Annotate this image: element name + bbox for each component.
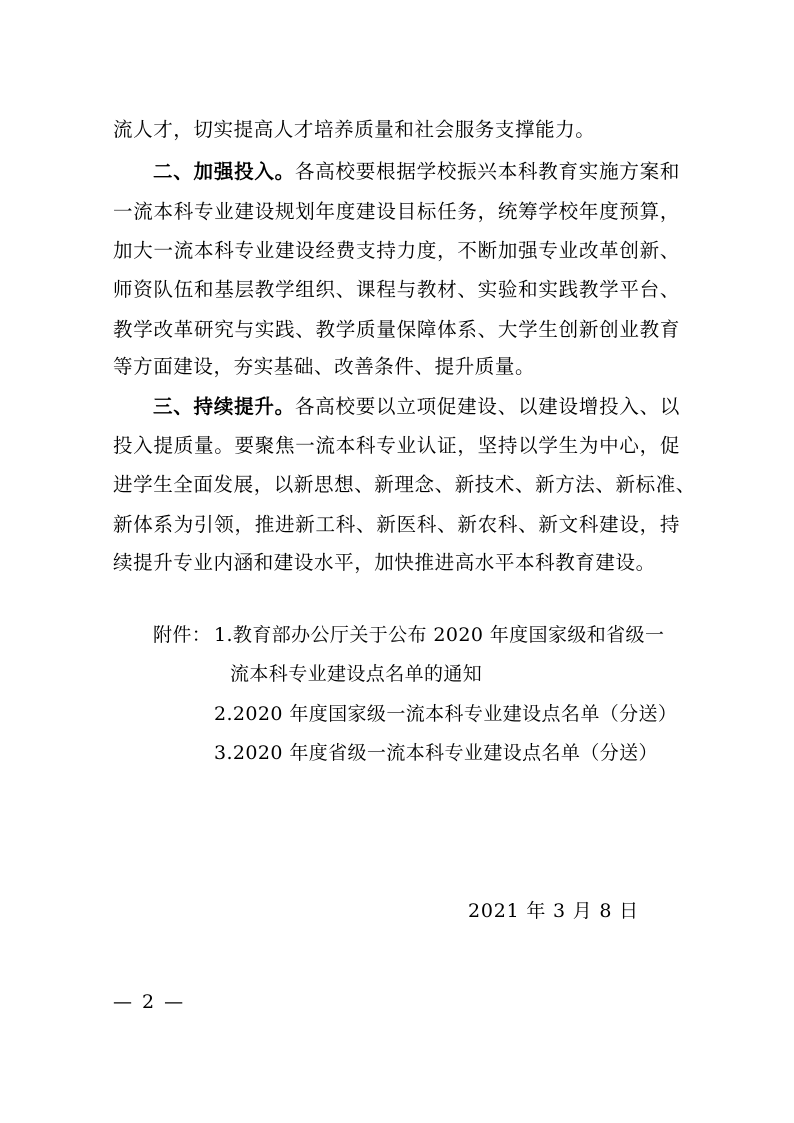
attachment-item-3: 3.2020 年度省级一流本科专业建设点名单（分送） [214,742,658,764]
body-text-line: 流人才，切实提高人才培养质量和社会服务支撑能力。 [113,118,596,141]
attachment-label: 附件： [153,624,212,646]
body-text-line: 教学改革研究与实践、教学质量保障体系、大学生创新创业教育 [113,318,680,341]
body-text-line: 新体系为引领，推进新工科、新医科、新农科、新文科建设，持 [113,513,680,536]
body-text-line: 等方面建设，夯实基础、改善条件、提升质量。 [113,355,536,378]
section-heading-continuous-improvement: 三、持续提升。 [153,395,295,418]
body-text-line: 一流本科专业建设规划年度建设目标任务，统筹学校年度预算， [113,200,680,223]
attachment-item-1: 1.教育部办公厅关于公布 2020 年度国家级和省级一 [214,624,665,646]
body-text-line: 师资队伍和基层教学组织、课程与教材、实验和实践教学平台、 [113,278,680,301]
body-text-line: 加大一流本科专业建设经费支持力度，不断加强专业改革创新、 [113,239,680,262]
body-text-line: 投入提质量。要聚焦一流本科专业认证，坚持以学生为中心，促 [113,434,680,457]
body-text-span: 各高校要以立项促建设、以建设增投入、以 [294,395,680,418]
attachment-item-2: 2.2020 年度国家级一流本科专业建设点名单（分送） [214,703,678,725]
body-text-line: 续提升专业内涵和建设水平，加快推进高水平本科教育建设。 [113,551,656,574]
attachment-item-1-continued: 流本科专业建设点名单的通知 [230,663,483,685]
section-heading-strengthen-investment: 二、加强投入。 [153,160,295,183]
body-text-line: 进学生全面发展，以新思想、新理念、新技术、新方法、新标准、 [113,473,696,496]
body-text-span: 各高校要根据学校振兴本科教育实施方案和 [294,160,680,183]
issue-date: 2021 年 3 月 8 日 [468,900,639,922]
paragraph-line [153,162,680,182]
page-number: — 2 — [113,991,186,1013]
paragraph-line [153,397,680,417]
